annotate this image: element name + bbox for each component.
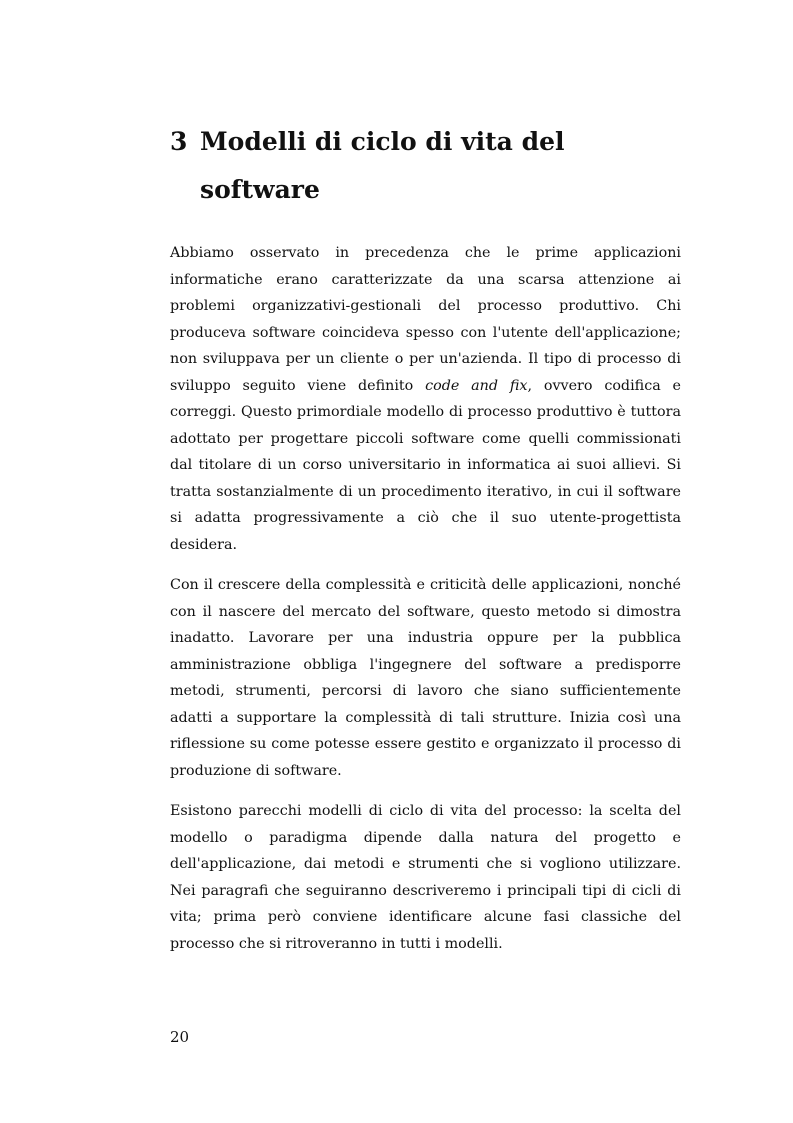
page-number: 20	[170, 1028, 190, 1046]
paragraph-1-emphasis: code and fix	[425, 377, 528, 394]
body-text	[170, 240, 681, 971]
paragraph-1-after: , ovvero codifica e correggi. Questo primordiale modello di processo produttivo è tuttora adottato per progettare piccoli software come quelli commissionati dal titolare di un corso universitario in informatica ai suoi allievi. Si tratta sostanzialmente di un procedimento iterativo, in cui il software si adatta progressivamente a ciò che il suo utente-progettista desidera.	[170, 377, 682, 553]
chapter-number: 3	[170, 127, 188, 156]
chapter-heading	[170, 118, 690, 214]
paragraph-1	[170, 240, 681, 558]
paragraph-3: Esistono parecchi modelli di ciclo di vita del processo: la scelta del modello o paradigma dipende dalla natura del progetto e dell'applicazione, dai metodi e strumenti che si vogliono utilizzare. Nei paragrafi che seguiranno descriveremo i principali tipi di cicli di vita; prima però conviene identificare alcune fasi classiche del processo che si ritroveranno in tutti i modelli.	[170, 803, 681, 952]
paragraph-1-before: Abbiamo osservato in precedenza che le prime applicazioni informatiche erano caratterizzate da una scarsa attenzione ai problemi organizzativi-gestionali del processo produttivo. Chi produceva software coincideva spesso con l'utente dell'applicazione; non sviluppava per un cliente o per un'azienda. Il tipo di processo di sviluppo seguito viene definito	[170, 245, 681, 394]
paragraph-2: Con il crescere della complessità e criticità delle applicazioni, nonché con il nascere del mercato del software, questo metodo si dimostra inadatto. Lavorare per una industria oppure per la pubblica amministrazione obbliga l'ingegnere del software a predisporre metodi, strumenti, percorsi di lavoro che siano sufficientemente adatti a supportare la complessità di tali strutture. Inizia così una riflessione su come potesse essere gestito e organizzato il processo di produzione di software.	[170, 577, 681, 779]
chapter-title: Modelli di ciclo di vita del software	[200, 127, 565, 204]
